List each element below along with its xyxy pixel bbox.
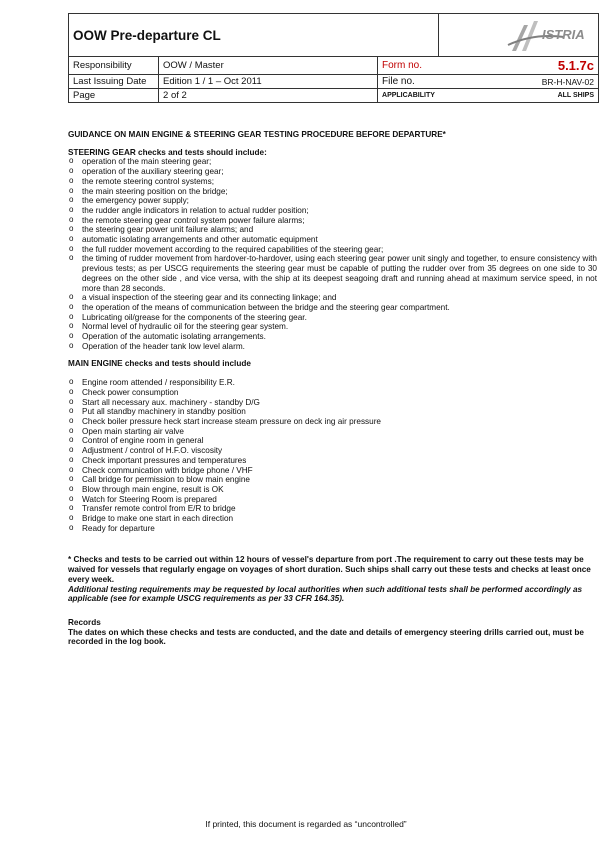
page-label: Page bbox=[69, 89, 159, 103]
uncontrolled-footer: If printed, this document is regarded as “uncontrolled” bbox=[205, 819, 407, 829]
list-item: o the timing of rudder movement from hardover-to-hardover, using each steering gear power unit singly and together, to ensure consistency with previous tests; as per USCG requirements the steering gear must be capable of putting the rudder over from 35 degrees on one side to 30 degrees on the other side , and vice versa, with the ship at its deepest seagoing draft and running ahead at maximum service speed, in not more than 28 seconds. bbox=[68, 254, 597, 293]
list-item: o Operation of the automatic isolating arrangements. bbox=[68, 332, 597, 342]
list-item: o Open main starting air valve bbox=[68, 427, 597, 437]
file-no-label: File no. bbox=[378, 75, 439, 89]
footnote: * Checks and tests to be carried out within 12 hours of vessel's departure from port .The requirement to carry out these tests may be waived for vessels that regularly engage on voyages of short duration. Such ships shall carry out these tests and checks at least once every week. bbox=[68, 555, 591, 584]
list-item: o the emergency power supply; bbox=[68, 196, 597, 206]
list-item: o automatic isolating arrangements and other automatic equipment bbox=[68, 235, 597, 245]
list-item: o operation of the main steering gear; bbox=[68, 157, 597, 167]
list-item: o Check boiler pressure heck start increase steam pressure on deck ing air pressure bbox=[68, 417, 597, 427]
svg-text:ISTRIA: ISTRIA bbox=[542, 27, 585, 42]
applicability-value: ALL SHIPS bbox=[439, 89, 599, 103]
list-item: o Bridge to make one start in each direction bbox=[68, 514, 597, 524]
records-title: Records bbox=[68, 617, 101, 627]
list-item: o the full rudder movement according to the required capabilities of the steering gear; bbox=[68, 245, 597, 255]
istria-logo-icon bbox=[504, 15, 594, 53]
list-item: o Engine room attended / responsibility E.R. bbox=[68, 378, 597, 388]
list-item: o Watch for Steering Room is prepared bbox=[68, 495, 597, 505]
applicability-label: APPLICABILITY bbox=[378, 89, 439, 103]
document-body bbox=[68, 130, 597, 647]
responsibility-label: Responsibility bbox=[69, 57, 159, 75]
list-item: o Transfer remote control from E/R to bridge bbox=[68, 504, 597, 514]
list-item: o the remote steering control systems; bbox=[68, 177, 597, 187]
list-item: o Ready for departure bbox=[68, 524, 597, 534]
page-value: 2 of 2 bbox=[159, 89, 378, 103]
form-no-value: 5.1.7c bbox=[439, 57, 599, 75]
list-item: o Lubricating oil/grease for the components of the steering gear. bbox=[68, 313, 597, 323]
list-item: o Blow through main engine, result is OK bbox=[68, 485, 597, 495]
form-no-label: Form no. bbox=[378, 57, 439, 75]
list-item: o operation of the auxiliary steering gear; bbox=[68, 167, 597, 177]
list-item: o the main steering position on the bridge; bbox=[68, 187, 597, 197]
list-item: o Check important pressures and temperatures bbox=[68, 456, 597, 466]
steering-checklist bbox=[68, 157, 597, 351]
list-item: o Put all standby machinery in standby position bbox=[68, 407, 597, 417]
list-item: o the operation of the means of communication between the bridge and the steering gear compartment. bbox=[68, 303, 597, 313]
issuing-date-label: Last Issuing Date bbox=[69, 75, 159, 89]
list-item: o Check communication with bridge phone / VHF bbox=[68, 466, 597, 476]
steering-intro: STEERING GEAR checks and tests should include: bbox=[68, 147, 267, 157]
responsibility-value: OOW / Master bbox=[159, 57, 378, 75]
list-item: o the steering gear power unit failure alarms; and bbox=[68, 225, 597, 235]
list-item: o Normal level of hydraulic oil for the steering gear system. bbox=[68, 322, 597, 332]
engine-checklist bbox=[68, 378, 597, 533]
list-item: o Operation of the header tank low level alarm. bbox=[68, 342, 597, 352]
list-item: o the remote steering gear control system power failure alarms; bbox=[68, 216, 597, 226]
file-no-value: BR-H-NAV-02 bbox=[439, 75, 599, 89]
records-text: The dates on which these checks and tests are conducted, and the date and details of emergency steering drills carried out, must be recorded in the log book. bbox=[68, 627, 584, 647]
document-title: OOW Pre-departure CL bbox=[69, 14, 439, 57]
issuing-date-value: Edition 1 / 1 – Oct 2011 bbox=[159, 75, 378, 89]
list-item: o a visual inspection of the steering gear and its connecting linkage; and bbox=[68, 293, 597, 303]
guidance-heading: GUIDANCE ON MAIN ENGINE & STEERING GEAR TESTING PROCEDURE BEFORE DEPARTURE* bbox=[68, 130, 446, 139]
header-table bbox=[68, 13, 599, 103]
list-item: o the rudder angle indicators in relation to actual rudder position; bbox=[68, 206, 597, 216]
additional-requirements: Additional testing requirements may be requested by local authorities when such additional tests shall be performed accordingly as applicable (see for example USCG requirements as per 33 CFR 164.35). bbox=[68, 584, 583, 604]
list-item: o Call bridge for permission to blow main engine bbox=[68, 475, 597, 485]
list-item: o Start all necessary aux. machinery - standby D/G bbox=[68, 398, 597, 408]
list-item: o Control of engine room in general bbox=[68, 436, 597, 446]
company-logo bbox=[439, 14, 599, 57]
engine-intro: MAIN ENGINE checks and tests should include bbox=[68, 359, 251, 369]
list-item: o Check power consumption bbox=[68, 388, 597, 398]
list-item: o Adjustment / control of H.F.O. viscosity bbox=[68, 446, 597, 456]
